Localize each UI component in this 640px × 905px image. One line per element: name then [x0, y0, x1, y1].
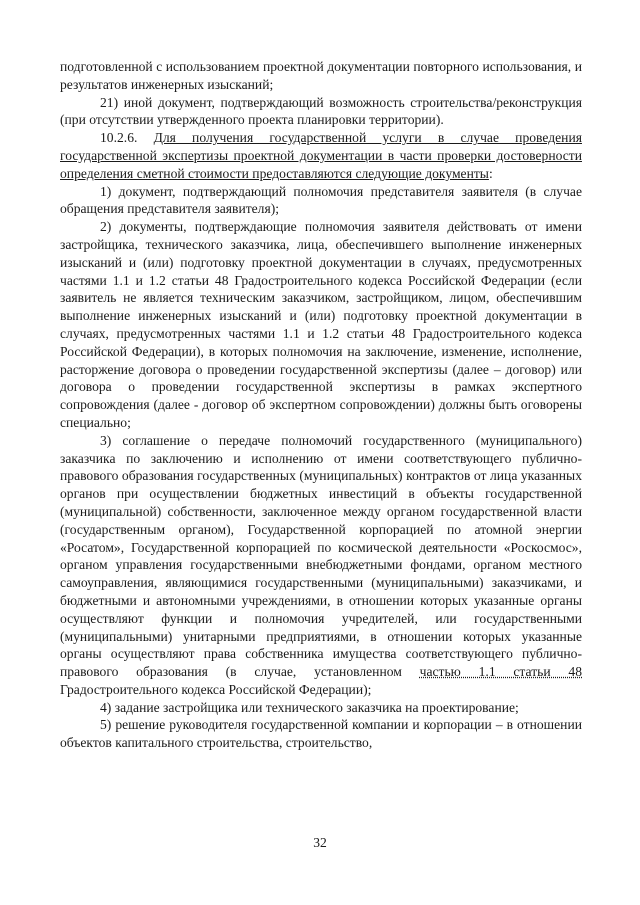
- list-item-5: 5) решение руководителя государственной компании и корпорации – в отношении объектов капитального строительства, строительство,: [60, 717, 582, 751]
- law-reference-link[interactable]: частью 1.1 статьи 48: [419, 664, 583, 680]
- list-item-3: [60, 432, 582, 699]
- list-item-3-text: 3) соглашение о передаче полномочий государственного (муниципального) заказчика по заключению и исполнению от имени соответствующего публично-правового образования государственных (муниципальных) контрактов от лица указанных органов при осуществлении бюджетных инвестиций в объекты государственной (муниципальной) собственности, заключенное между органом государственной власти (государственным органом), Государственной корпорацией по атомной энергии «Росатом», Государственной корпорацией по космической деятельности «Роскосмос», органом управления государственными внебюджетными фондами, органом местного самоуправления, являющимися государственными (муниципальными) заказчиками, и бюджетными и автономными учреждениями, в отношении которых указанные органы осуществляют функции и полномочия учредителей, или государственными (муниципальными) унитарными предприятиями, в отношении которых указанные органы осуществляют права собственника имущества соответствующего публично-правового образования (в случае, установленном: [60, 432, 582, 680]
- clause-number: 10.2.6.: [100, 130, 154, 146]
- clause-heading-colon: :: [488, 165, 493, 181]
- list-item-1: 1) документ, подтверждающий полномочия представителя заявителя (в случае обращения представителя заявителя);: [60, 183, 582, 217]
- list-item-3-tail: Градостроительного кодекса Российской Федерации);: [60, 681, 372, 697]
- paragraph-continuation: подготовленной с использованием проектной документации повторного использования, и результатов инженерных изысканий;: [60, 59, 582, 92]
- document-page: [60, 58, 582, 752]
- clause-heading-underlined: Для получения государственной услуги в случае проведения государственной экспертизы проектной документации в части проверки достоверности определения сметной стоимости предоставляются следующие документы: [60, 130, 582, 181]
- paragraph-item-21: 21) иной документ, подтверждающий возможность строительства/реконструкция (при отсутствии утвержденного проекта планировки территории).: [60, 94, 582, 128]
- page-number: 32: [313, 835, 327, 850]
- list-item-2: 2) документы, подтверждающие полномочия заявителя действовать от имени застройщика, технического заказчика, лица, обеспечившего выполнение инженерных изысканий и (или) подготовку проектной документации в случаях, предусмотренных частями 1.1 и 1.2 статьи 48 Градостроительного кодекса Российской Федерации (если заявитель не является техническим заказчиком, застройщиком, лицом, обеспечившим выполнение инженерных изысканий и (или) подготовку проектной документации в случаях, предусмотренных частями 1.1 и 1.2 статьи 48 Градостроительного кодекса Российской Федерации), в которых полномочия на заключение, изменение, исполнение, расторжение договора о проведении государственной экспертизы (далее – договор) или договора о проведении государственной экспертизы в рамках экспертного сопровождения (далее - договор об экспертном сопровождении) должны быть оговорены специально;: [60, 219, 582, 430]
- paragraph-10-2-6: [60, 129, 582, 182]
- list-item-4: 4) задание застройщика или технического заказчика на проектирование;: [100, 699, 519, 715]
